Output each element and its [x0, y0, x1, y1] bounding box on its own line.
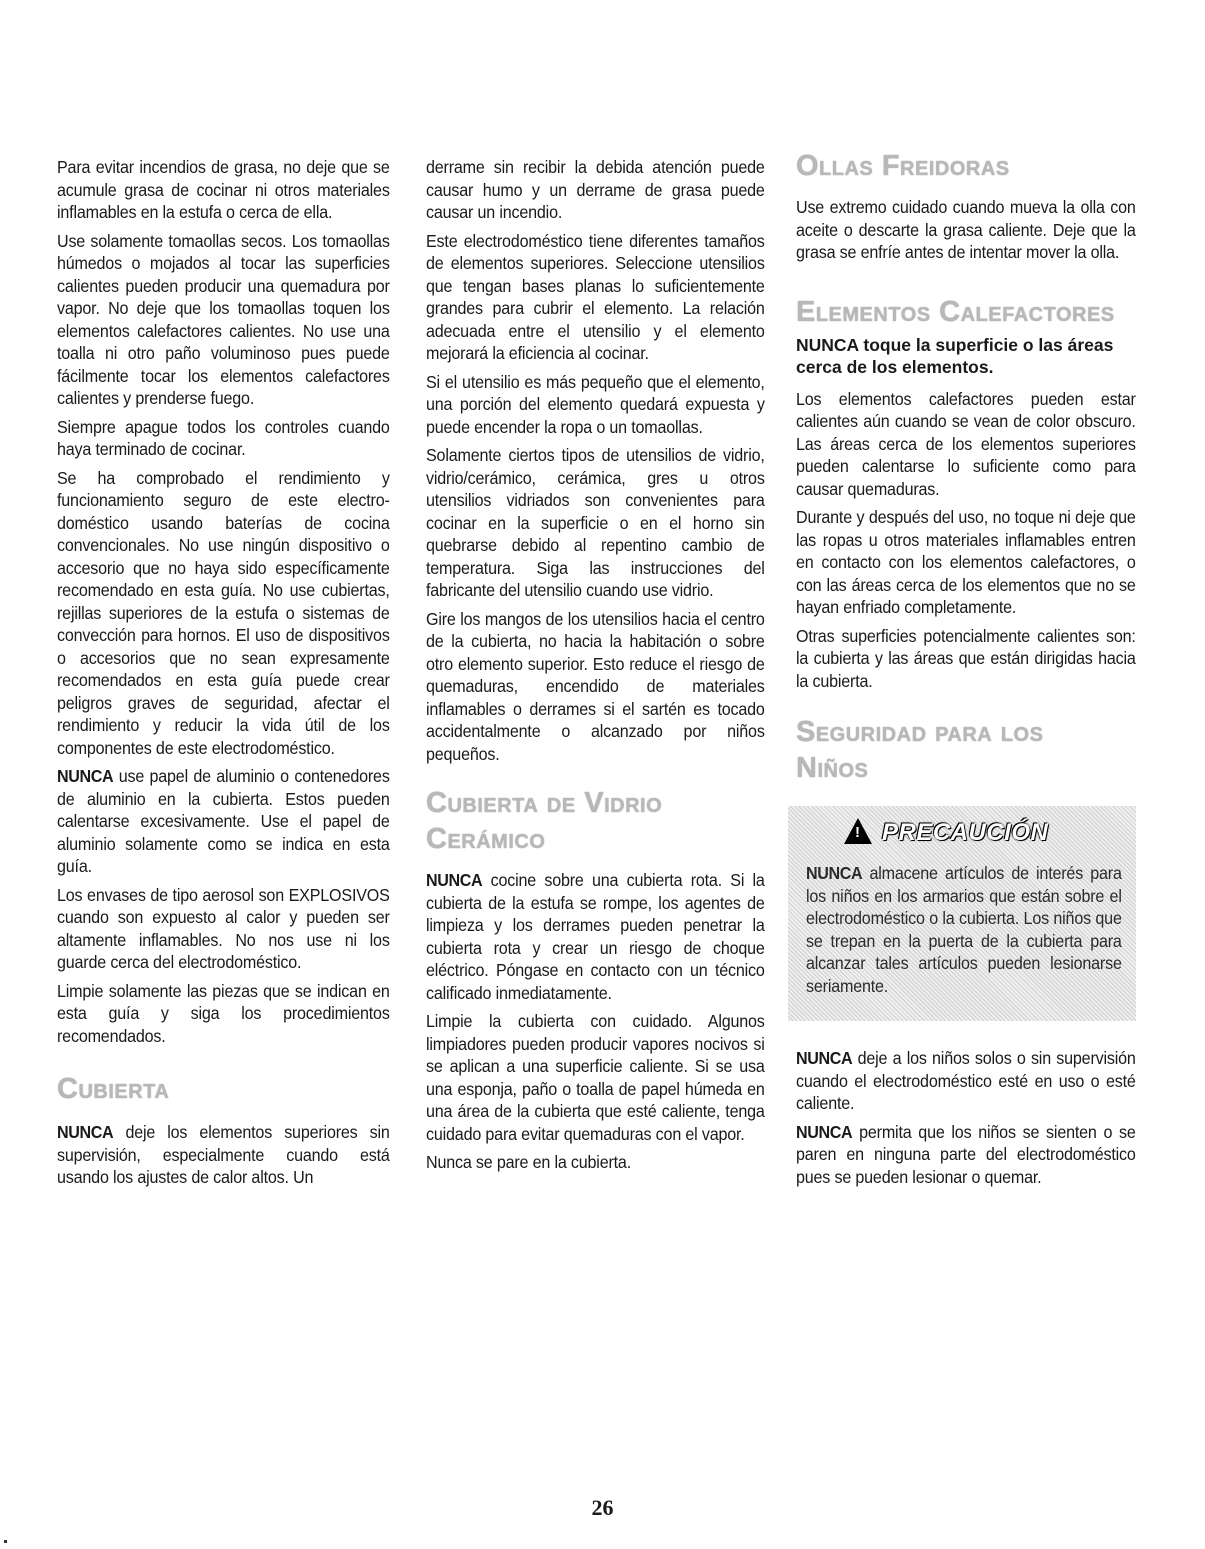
paragraph-clean-parts: Limpie solamente las piezas que se indican en esta guía y siga los procedimientos recomendados.	[57, 980, 390, 1046]
paragraph-potholders: Use solamente tomaollas secos. Los tomaollas húmedos o mojados al tocar las superficies calientes pueden producir una quemadura por vapor. No deje que los tomaollas toquen los elementos calefactores calientes. No use una toalla ni otro paño voluminoso pues puede fácilmente tocar los elementos calefactores calientes y prenderse fuego.	[57, 230, 390, 408]
column-middle	[426, 156, 765, 1180]
paragraph-aluminum	[57, 765, 390, 878]
column-right	[796, 150, 1136, 1194]
paragraph-broken-top	[426, 869, 765, 1004]
children-sit-text: permita que los niños se sienten o se paren en ninguna parte del electrodoméstico pues se pueden lesionar o quemar.	[796, 1121, 1136, 1187]
paragraph-element-sizes: Este electrodoméstico tiene diferentes tamaños de elementos superiores. Seleccione utensilios que tengan bases planas lo suficientemente grandes para cubrir el elemento. La relación adecuada entre el utensilio y el elemento mejorará la eficiencia al cocinar.	[426, 230, 765, 363]
aluminum-text: use papel de aluminio o contenedores de aluminio en la cubierta. Estos pueden calentarse excesivamente. Use el papel de aluminio solamente como se indica en esta guía.	[57, 766, 390, 876]
heading-cubierta: Cubierta	[57, 1073, 170, 1105]
paragraph-handles: Gire los mangos de los utensilios hacia el centro de la cubierta, no hacia la habitación o sobre otro elemento superior. Esto reduce el riesgo de quemaduras, encendido de materiales inflamables o derrames si el sartén es tocado accidentalmente o alcanzado por niños pequeños.	[426, 608, 765, 764]
paragraph-accessories: Se ha comprobado el rendimiento y funcionamiento seguro de este electro-doméstico usando baterías de cocina convencionales. No use ningún dispositivo o accesorio que no haya sido específicamente recomendado en esta guía. No use cubiertas, rejillas superiores de la estufa o sistemas de convección para hornos. El uso de dispositivos o accesorios que no sean expresamente recomendados en esta guía puede crear peligros graves de seguridad, afectar el rendimiento y reducir la vida útil de los componentes de este electrodoméstico.	[57, 467, 390, 758]
paragraph-clean-carefully: Limpie la cubierta con cuidado. Algunos limpiadores pueden producir vapores nocivos si se aplican a una superficie caliente. Si se usa una esponja, paño o toalla de papel húmeda en una área de la cubierta que esté caliente, tenga cuidado para evitar quemaduras con el vapor.	[426, 1011, 765, 1144]
caution-header	[788, 806, 1136, 862]
never-label: NUNCA	[806, 863, 863, 883]
paragraph-fryer-care: Use extremo cuidado cuando mueva la olla con aceite o descarte la grasa caliente. Deje que la grasa se enfríe antes de intentar mover la olla.	[796, 197, 1136, 262]
paragraph-elements-hot: Los elementos calefactores pueden estar calientes aún cuando se vean de color obscuro. Las áreas cerca de los elementos superiores pueden calentarse lo suficiente como para causar quemaduras.	[796, 388, 1136, 499]
subheading-never-touch: NUNCA toque la superficie o las áreas cerca de los elementos.	[796, 334, 1114, 377]
paragraph-children-sit	[796, 1121, 1136, 1189]
paragraph-small-utensil: Si el utensilio es más pequeño que el elemento, una porción del elemento quedará expuesta y puede encender la ropa o un tomaollas.	[426, 371, 765, 437]
paragraph-spill: derrame sin recibir la debida atención puede causar humo y un derrame de grasa puede causar un incendio.	[426, 157, 765, 222]
heading-glass-ceramic-line2: Cerámico	[426, 823, 546, 855]
paragraph-during-after-use: Durante y después del uso, no toque ni deje que las ropas u otros materiales inflamables entren en contacto con los elementos calefactores, o con las áreas cerca de los elementos que no se hayan enfriado completamente.	[796, 507, 1136, 617]
paragraph-aerosol: Los envases de tipo aerosol son EXPLOSIVOS cuando son expuesto al calor y pueden ser altamente inflamables. No nos use ni los guarde cerca del electrodoméstico.	[57, 884, 390, 972]
caution-message: almacene artículos de interés para los niños en los armarios que están sobre el electrodoméstico o la cubierta. Los niños que se trepan en la puerta de la cubierta para alcanzar tales artículos pueden lesionarse seriamente.	[806, 863, 1122, 996]
paragraph-unattended	[57, 1121, 390, 1189]
column-left	[57, 156, 390, 1195]
caution-text	[806, 862, 1122, 997]
never-label: NUNCA	[57, 1122, 114, 1142]
heading-child-safety-line1: Seguridad para los	[796, 716, 1044, 748]
warning-triangle-icon: !	[844, 818, 872, 844]
heading-glass-ceramic-line1: Cubierta de Vidrio	[426, 787, 663, 819]
caution-body	[788, 862, 1136, 997]
heading-heating-elements: Elementos Calefactores	[796, 295, 1115, 328]
broken-top-text: cocine sobre una cubierta rota. Si la cubierta de la estufa se rompe, los agentes de limpieza y los derrames pueden penetrar la cubierta rota y crear un riesgo de choque eléctrico. Póngase en contacto con un técnico calificado inmediatamente.	[426, 870, 765, 1003]
caution-box	[788, 806, 1136, 1021]
children-alone-text: deje a los niños solos o sin supervisión cuando el electrodoméstico esté en uso o esté caliente.	[796, 1048, 1136, 1113]
never-label: NUNCA	[796, 1048, 853, 1068]
scan-mark	[4, 1540, 7, 1543]
paragraph-do-not-stand: Nunca se pare en la cubierta.	[426, 1152, 631, 1172]
unattended-text: deje los elementos superiores sin supervisión, especialmente cuando está usando los ajustes de calor altos. Un	[57, 1122, 390, 1187]
never-label: NUNCA	[426, 870, 483, 890]
never-label: NUNCA	[796, 1121, 853, 1142]
paragraph-glass-utensils: Solamente ciertos tipos de utensilios de vidrio, vidrio/cerámico, cerámica, gres u otros utensilios vidriados son convenientes para cocinar en la superficie o en el horno sin quebrarse debido al repentino cambio de temperatura. Siga las instrucciones del fabricante del utensilio cuando use vidrio.	[426, 445, 765, 600]
paragraph-grease-fire: Para evitar incendios de grasa, no deje que se acumule grasa de cocinar ni otros materiales inflamables en la estufa o cerca de ella.	[57, 157, 390, 222]
paragraph-controls-off: Siempre apague todos los controles cuando haya terminado de cocinar.	[57, 416, 390, 459]
heading-child-safety-line2: Niños	[796, 752, 869, 784]
never-label: NUNCA	[57, 766, 114, 786]
heading-fryers: Ollas Freidoras	[796, 150, 1010, 182]
caution-title: PRECAUCIÓN	[882, 819, 1049, 846]
paragraph-children-alone	[796, 1047, 1136, 1115]
paragraph-other-surfaces: Otras superficies potencialmente calientes son: la cubierta y las áreas que están dirigidas hacia la cubierta.	[796, 625, 1136, 691]
page-number: 26	[591, 1495, 614, 1520]
